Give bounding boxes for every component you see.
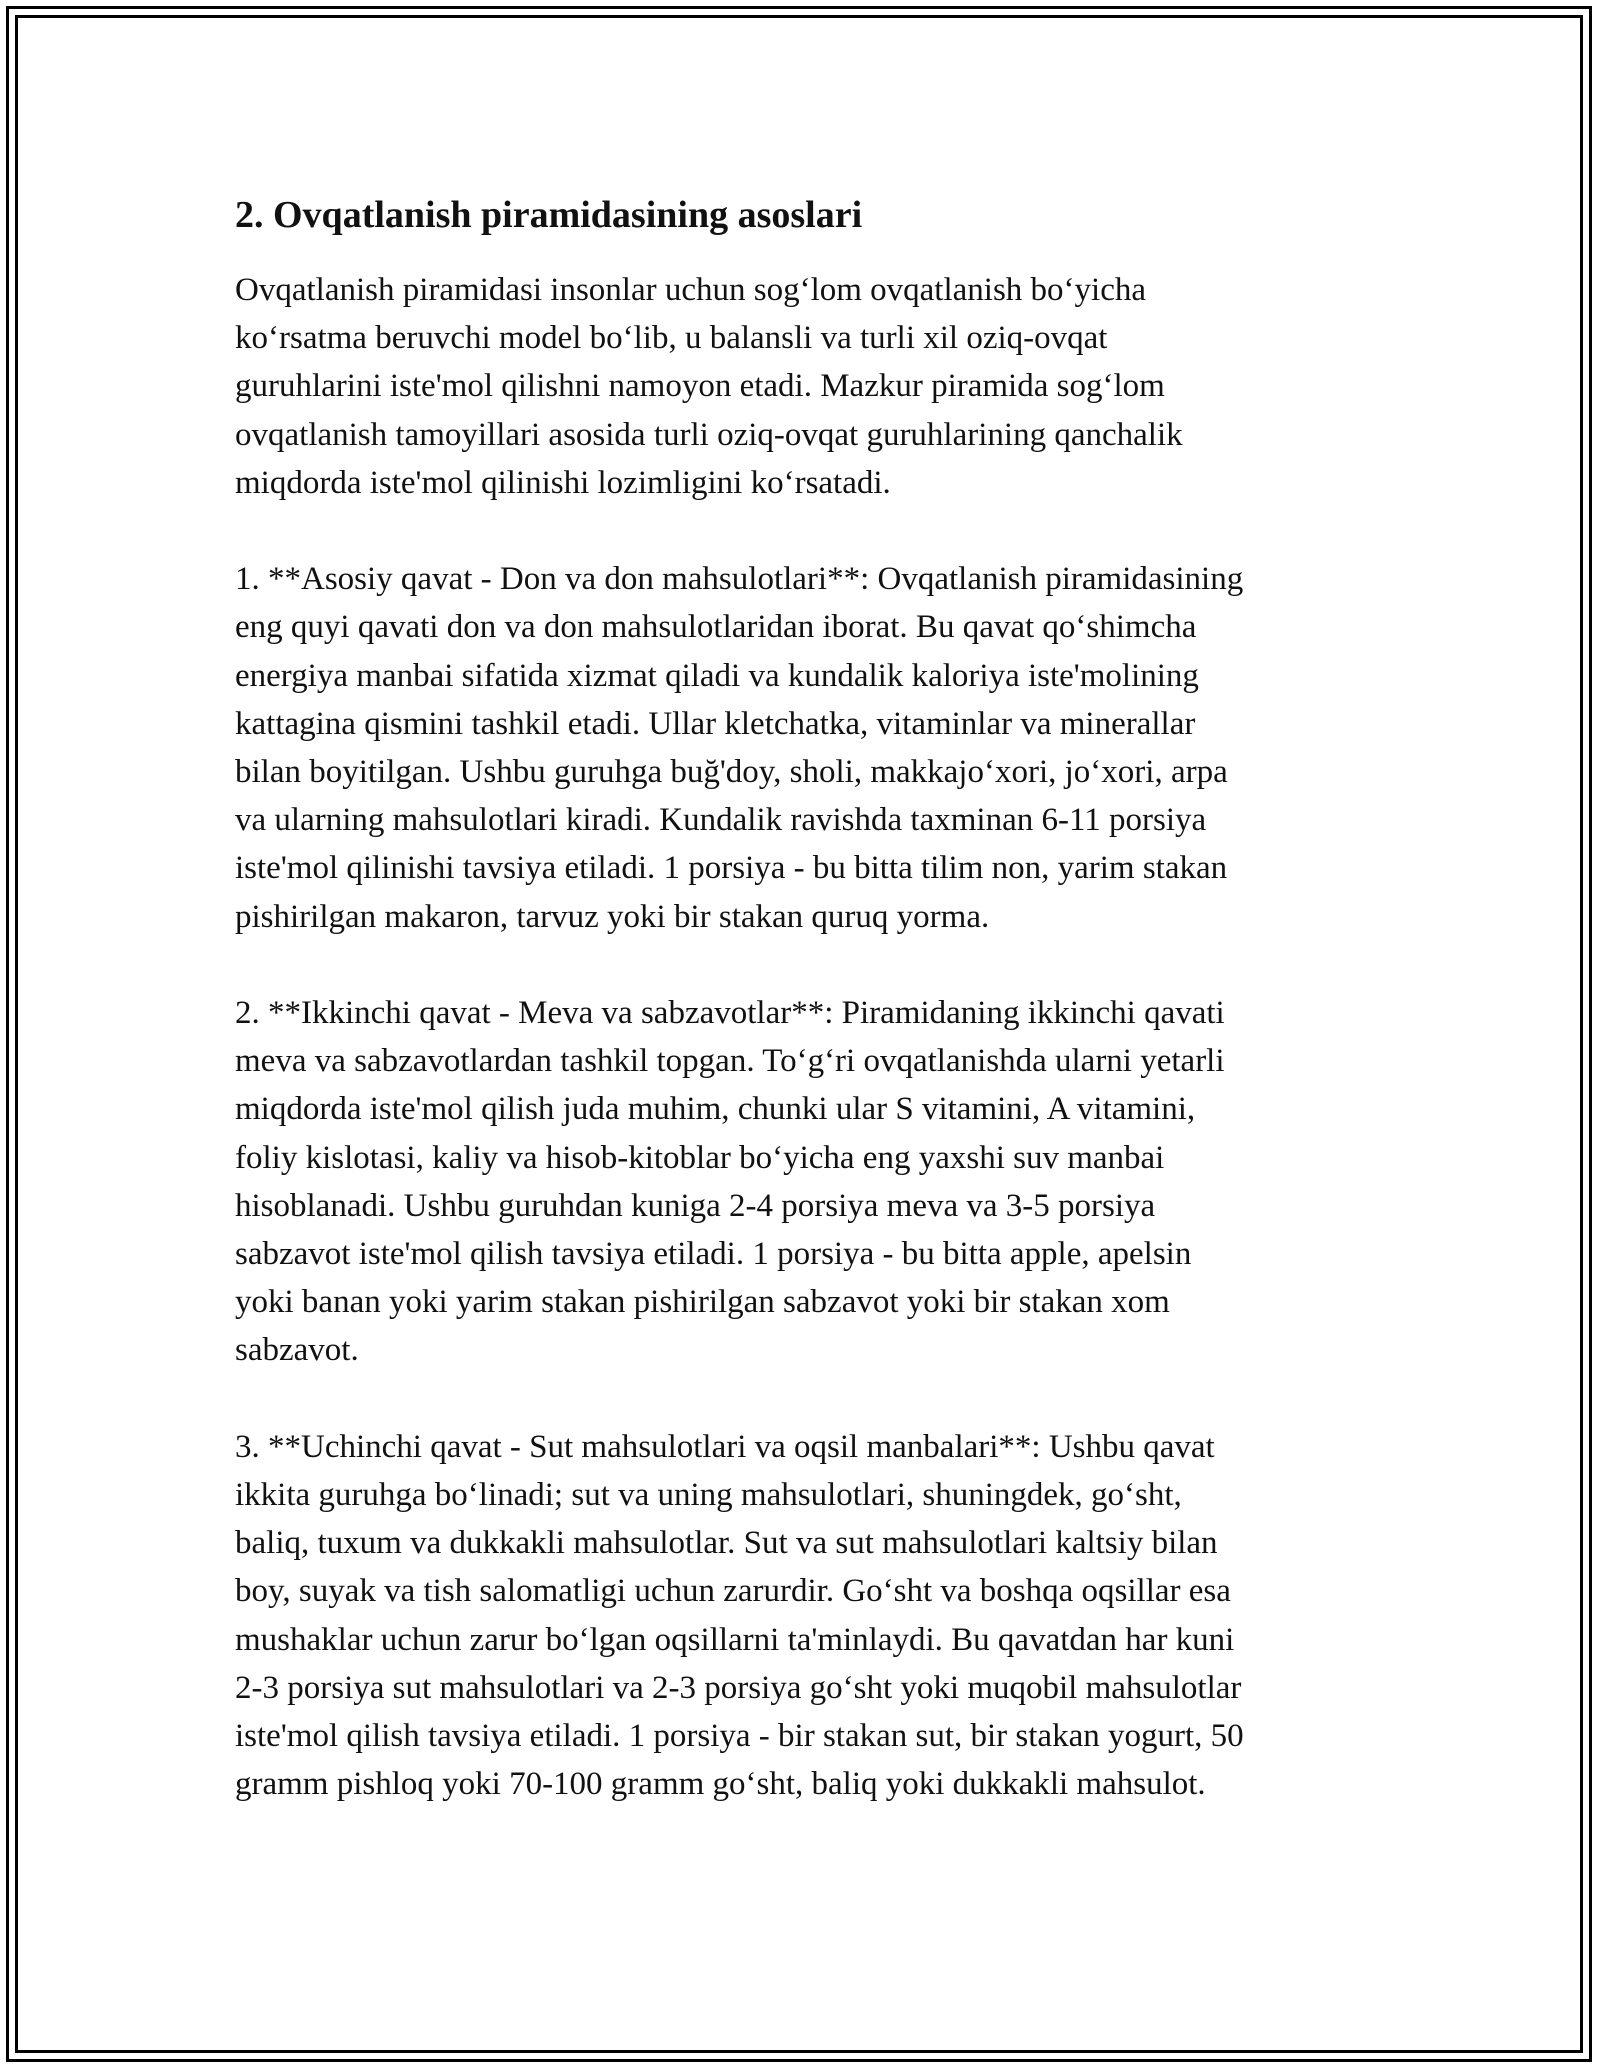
document-body xyxy=(235,188,1375,1808)
text-line: ikkita guruhga bo‘linadi; sut va uning mahsulotlari, shuningdek, go‘sht, xyxy=(235,1477,1182,1514)
text-line: kattagina qismini tashkil etadi. Ullar kletchatka, vitaminlar va minerallar xyxy=(235,705,1196,742)
text-line: yoki banan yoki yarim stakan pishirilgan sabzavot yoki bir stakan xom xyxy=(235,1284,1170,1321)
text-line: pishirilgan makaron, tarvuz yoki bir stakan quruq yorma. xyxy=(235,898,990,935)
text-line: va ularning mahsulotlari kiradi. Kundalik ravishda taxminan 6-11 porsiya xyxy=(235,802,1207,839)
text-line: iste'mol qilinishi tavsiya etiladi. 1 porsiya - bu bitta tilim non, yarim stakan xyxy=(235,850,1228,887)
text-line: miqdorda iste'mol qilish juda muhim, chunki ular S vitamini, A vitamini, xyxy=(235,1091,1196,1128)
text-line: boy, suyak va tish salomatligi uchun zarurdir. Go‘sht va boshqa oqsillar esa xyxy=(235,1573,1231,1610)
section-title: 2. Ovqatlanish piramidasining asoslari xyxy=(235,194,863,236)
text-line: sabzavot. xyxy=(235,1332,359,1369)
text-line: 3. **Uchinchi qavat - Sut mahsulotlari va oqsil manbalari**: Ushbu qavat xyxy=(235,1428,1215,1465)
text-line: foliy kislotasi, kaliy va hisob-kitoblar bo‘yicha eng yaxshi suv manbai xyxy=(235,1139,1165,1176)
text-line: baliq, tuxum va dukkakli mahsulotlar. Sut va sut mahsulotlari kaltsiy bilan xyxy=(235,1525,1218,1562)
text-line: iste'mol qilish tavsiya etiladi. 1 porsiya - bir stakan sut, bir stakan yogurt, 50 xyxy=(235,1718,1244,1755)
paragraph-intro xyxy=(235,266,1375,507)
paragraph-gap xyxy=(235,1375,1375,1423)
text-line: gramm pishloq yoki 70-100 gramm go‘sht, baliq yoki dukkakli mahsulot. xyxy=(235,1766,1206,1803)
text-line: mushaklar uchun zarur bo‘lgan oqsillarni ta'minlaydi. Bu qavatdan har kuni xyxy=(235,1621,1235,1658)
text-line: miqdorda iste'mol qilinishi lozimligini ko‘rsatadi. xyxy=(235,464,891,501)
text-line: 1. **Asosiy qavat - Don va don mahsulotlari**: Ovqatlanish piramidasining xyxy=(235,561,1244,598)
paragraph-fruits-vegetables xyxy=(235,989,1375,1375)
text-line: Ovqatlanish piramidasi insonlar uchun sog‘lom ovqatlanish bo‘yicha xyxy=(235,272,1146,308)
paragraph-gap xyxy=(235,941,1375,989)
text-line: sabzavot iste'mol qilish tavsiya etiladi. 1 porsiya - bu bitta apple, apelsin xyxy=(235,1236,1192,1273)
text-line: ko‘rsatma beruvchi model bo‘lib, u balansli va turli xil oziq-ovqat xyxy=(235,320,1108,357)
text-line: ovqatlanish tamoyillari asosida turli oziq-ovqat guruhlarining qanchalik xyxy=(235,416,1183,453)
text-line: energiya manbai sifatida xizmat qiladi va kundalik kaloriya iste'molining xyxy=(235,657,1199,694)
paragraph-gap xyxy=(235,507,1375,555)
paragraph-grains xyxy=(235,555,1375,941)
text-line: eng quyi qavati don va don mahsulotlaridan iborat. Bu qavat qo‘shimcha xyxy=(235,609,1197,646)
text-line: meva va sabzavotlardan tashkil topgan. To‘g‘ri ovqatlanishda ularni yetarli xyxy=(235,1043,1225,1080)
text-line: 2-3 porsiya sut mahsulotlari va 2-3 porsiya go‘sht yoki muqobil mahsulotlar xyxy=(235,1669,1242,1706)
text-line: bilan boyitilgan. Ushbu guruhga buğ'doy, sholi, makkajo‘xori, jo‘xori, arpa xyxy=(235,754,1228,791)
paragraph-dairy-protein xyxy=(235,1423,1375,1809)
text-line: hisoblanadi. Ushbu guruhdan kuniga 2-4 porsiya meva va 3-5 porsiya xyxy=(235,1187,1156,1224)
text-line: guruhlarini iste'mol qilishni namoyon etadi. Mazkur piramida sog‘lom xyxy=(235,368,1165,405)
text-line: 2. **Ikkinchi qavat - Meva va sabzavotlar**: Piramidaning ikkinchi qavati xyxy=(235,995,1225,1032)
